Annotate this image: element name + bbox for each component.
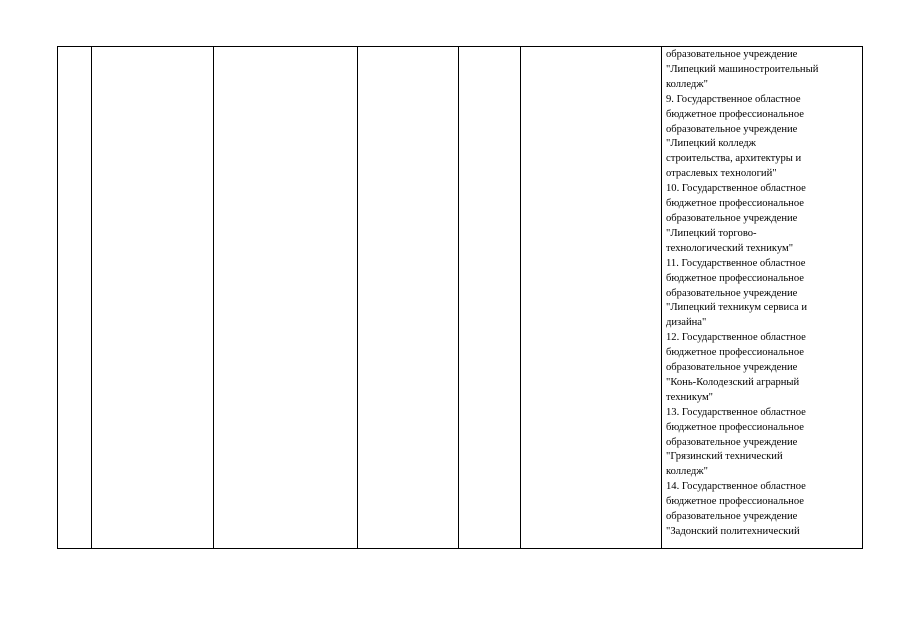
table-row	[58, 47, 863, 549]
table-cell-col-5	[459, 47, 521, 549]
table-cell-col-3	[214, 47, 358, 549]
document-table	[57, 46, 863, 549]
institutions-list-text: образовательное учреждение "Липецкий машиностроительный колледж" 9. Государственное областное бюджетное профессиональное образовательное учреждение "Липецкий колледж строительства, архитектуры и отраслевых технологий" 10. Государственное областное бюджетное профессиональное образовательное учреждение "Липецкий торгово- технологический техникум" 11. Государственное областное бюджетное профессиональное образовательное учреждение "Липецкий техникум сервиса и дизайна" 12. Государственное областное бюджетное профессиональное образовательное учреждение "Конь-Колодезский аграрный техникум" 13. Государственное областное бюджетное профессиональное образовательное учреждение "Грязинский технический колледж" 14. Государственное областное бюджетное профессиональное образовательное учреждение "Задонский политехнический	[666, 49, 819, 537]
table-cell-col-7	[662, 47, 863, 549]
table-cell-col-2	[92, 47, 214, 549]
table-cell-col-1	[58, 47, 92, 549]
table-cell-col-4	[358, 47, 459, 549]
table-cell-col-6	[521, 47, 662, 549]
